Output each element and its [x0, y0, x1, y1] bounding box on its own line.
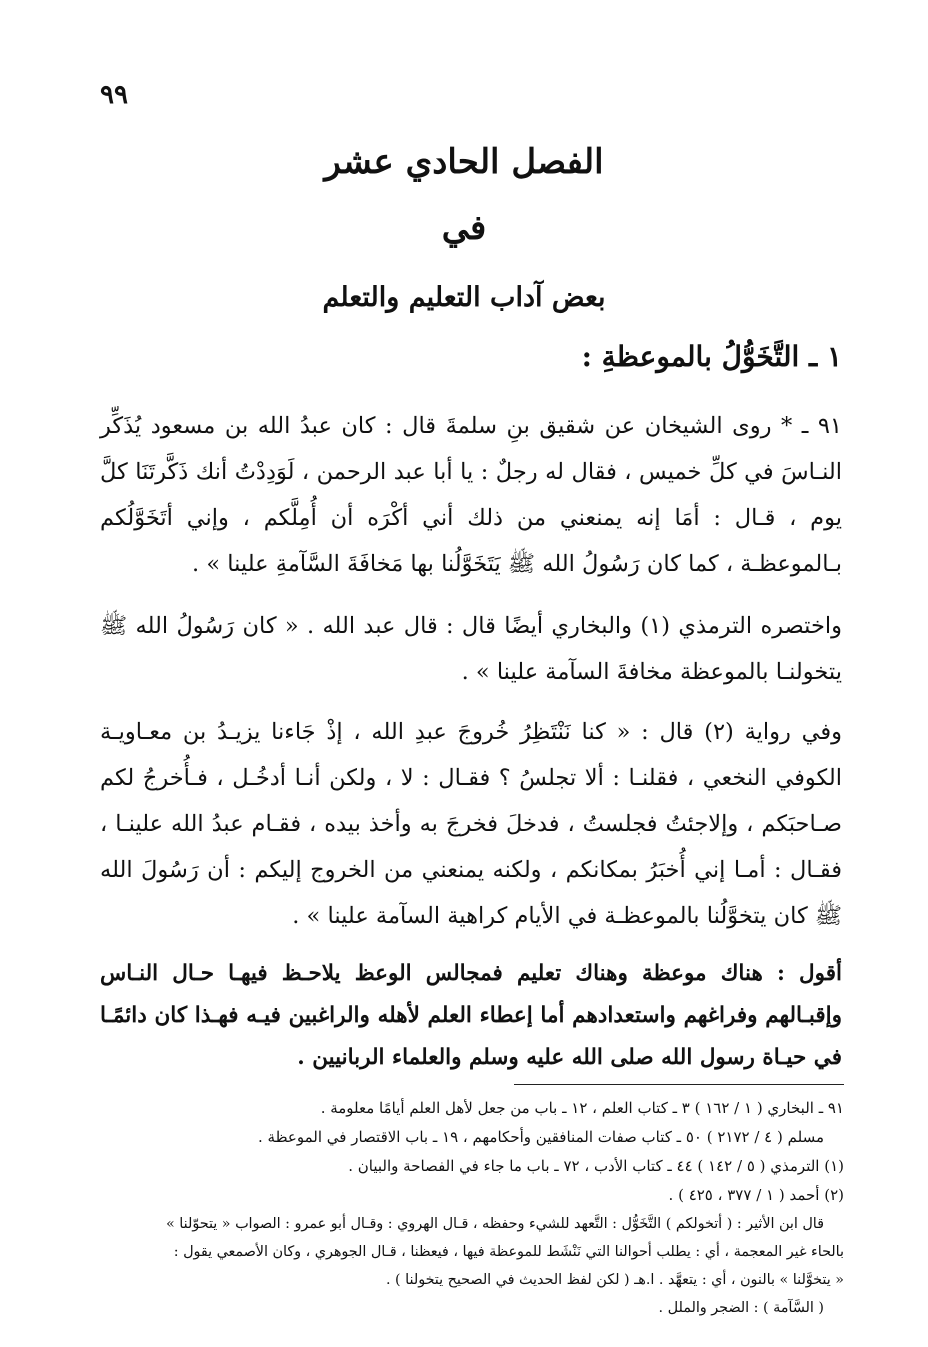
section-heading: ١ ـ التَّخَوُّلُ بالموعظةِ :	[581, 340, 842, 373]
tirmidhi-paragraph	[100, 603, 842, 695]
chapter-subtitle: بعض آداب التعليم والتعلم	[322, 282, 606, 313]
footnote-saama: ( السَّآمة ) : الضجر والملل .	[658, 1300, 824, 1316]
riwaya-text: وفي رواية (٢) قال : « كنا نَنْتَظِرُ خُروجَ عبدِ الله ، إذْ جَاءنا يزيـدُ بن معـاويـة الكوفي النخعي ، فقلنـا : ألا تجلسُ ؟ فقـال : لا ، ولكن أنـا أدخُـل ، فـأُخرجُ لكم صـاحبَكم ، وإلاجئتُ فجلستُ ، فدخلَ فخرجَ به وأخذ بيده ، فقـام عبدُ الله علينـا ، فقـال : أمـا إني أُخبَرُ بمكانكم ، ولكنه يمنعني من الخروج إليكم : أن رَسُولَ الله ﷺ كان يتخوَّلُنا بالموعظـة في الأيام كراهية السآمة علينا » .	[100, 719, 843, 929]
footnote-91-bukhari: ٩١ ـ البخاري ( ١ / ١٦٢ ) ٣ ـ كتاب العلم ، ١٢ ـ باب من جعل لأهل العلم أيامًا معلومة .	[320, 1099, 844, 1117]
footnote-ibn-athir-cont-1: بالحاء غير المعجمة ، أي : يطلب أحوالنا التي نَنْشَط للموعظة فيها ، فيعظنا ، قـال الجوهري ، وكان الأصمعي يقول :	[173, 1244, 844, 1260]
chapter-preposition: في	[441, 208, 487, 248]
footnote-91-muslim: مسلم ( ٤ / ٢١٧٢ ) ٥٠ ـ كتاب صفات المنافقين وأحكامهم ، ١٩ ـ باب الاقتصار في الموعظة .	[258, 1128, 824, 1146]
footnote-ibn-athir: قال ابن الأثير : ( أتخولكم ) التَّخَوُّل : التَّعهد للشيء وحفظه ، قـال الهروي : وقـال أبو عمرو : الصواب « يتحوّلنا »	[166, 1216, 824, 1232]
footnote-2-ahmad: (٢) أحمد ( ١ / ٣٧٧ ، ٤٢٥ ) .	[668, 1186, 844, 1204]
tirmidhi-text: واختصره الترمذي (١) والبخاري أيضًا قال : قال عبد الله . « كان رَسُولُ الله ﷺ يتخولنـا بالموعظة مخافةَ السآمة علينا » .	[100, 613, 842, 685]
chapter-title: الفصل الحادي عشر	[324, 142, 604, 182]
footnotes	[96, 1094, 844, 1322]
commentary-label: أقول :	[776, 961, 842, 986]
riwaya-paragraph	[100, 709, 842, 939]
hadith-91-paragraph	[100, 403, 842, 587]
footnote-divider	[514, 1084, 844, 1085]
commentary-text: هناك موعظة وهناك تعليم فمجالس الوعظ يلاحـظ فيهـا حـال النـاس وإقبـالهم وفراغهم واستعدادهم أما إعطاء العلم لأهله والراغبين فيـه فهـذا كان دائمًـا في حيـاة رسول الله صلى الله عليه وسلم والعلماء الربانيين .	[100, 961, 842, 1070]
footnote-ibn-athir-cont-2: « يتخوَّلنا » بالنون ، أي : يتعهَّد . ا.هـ ( لكن لفظ الحديث في الصحيح يتخولنا ) .	[385, 1272, 844, 1288]
page-number: ٩٩	[100, 80, 128, 110]
footnote-1-tirmidhi: (١) الترمذي ( ٥ / ١٤٢ ) ٤٤ ـ كتاب الأدب ، ٧٢ ـ باب ما جاء في الفصاحة والبيان .	[348, 1157, 844, 1175]
hadith-91-text: ٩١ ـ * روى الشيخان عن شقيق بنِ سلمةَ قال : كان عبدُ الله بن مسعود يُذَكِّر النـاسَ في كلِّ خميس ، فقال له رجلٌ : يا أبا عبد الرحمن ، لَوَدِدْتُ أنك ذَكَّرتَنَا كلَّ يوم ، قـال : أمَا إنه يمنعني من ذلك أني أكْرَه أن أُمِلَّكم ، وإني أتَخَوَّلُكم بـالموعظـة ، كما كان رَسُولُ الله ﷺ يَتَخَوَّلُنا بها مَخافَةَ السَّآمةِ علينا » .	[100, 413, 842, 577]
commentary-paragraph	[100, 953, 842, 1079]
